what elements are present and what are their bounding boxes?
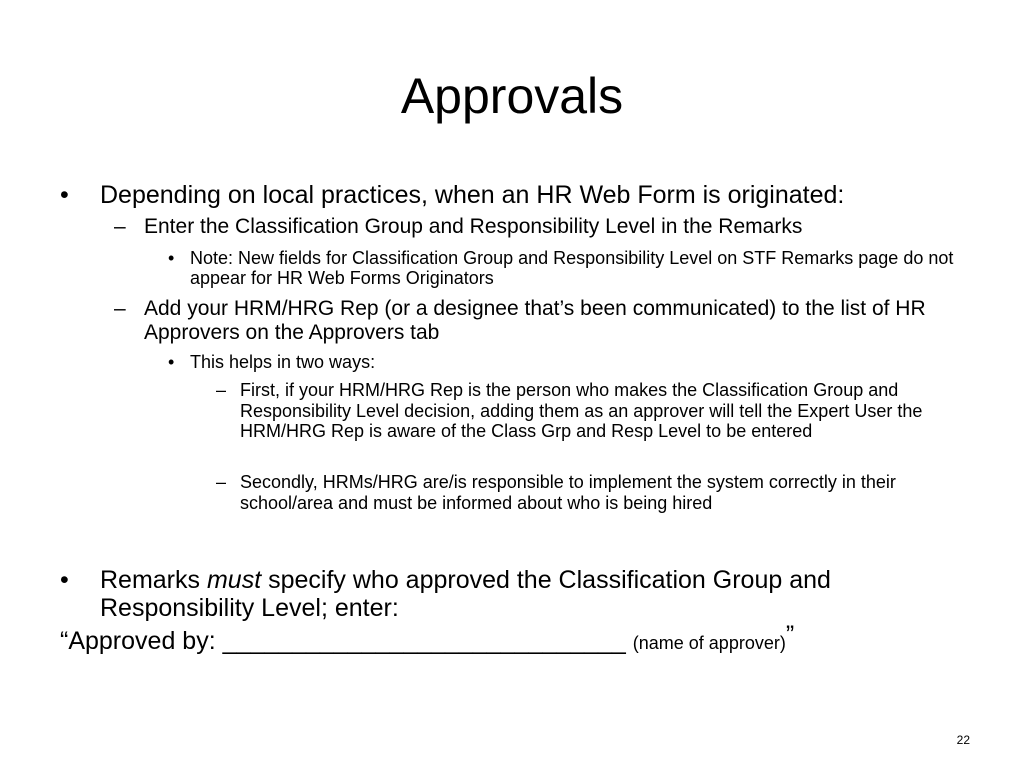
dash-marker: – <box>216 380 227 400</box>
note-bullet <box>168 248 980 288</box>
bullet-marker: • <box>168 352 175 372</box>
subbullet-add-hrm-rep <box>114 297 964 345</box>
subbullet-enter-classification <box>114 215 984 239</box>
open-quote: “ <box>60 627 69 655</box>
approved-by-line <box>60 621 795 658</box>
bullet-marker: • <box>60 181 69 209</box>
slide-title: Approvals <box>400 68 624 124</box>
dash-marker: – <box>114 297 126 320</box>
approver-hint: (name of approver) <box>632 633 786 653</box>
bullet-local-practices <box>60 181 980 209</box>
bullet-text: Depending on local practices, when an HR Web Form is originated: <box>100 181 845 209</box>
first-reason <box>216 380 965 442</box>
subbullet-text: Add your HRM/HRG Rep (or a designee that’s been communicated) to the list of HR Approvers on the Approvers tab <box>144 297 926 344</box>
approver-blank: _____________________________ <box>222 627 626 655</box>
second-reason-text: Secondly, HRMs/HRG are/is responsible to implement the system correctly in their school/area and must be informed about who is being hired <box>240 472 896 513</box>
first-reason-text: First, if your HRM/HRG Rep is the person who makes the Classification Group and Responsibility Level decision, adding them as an approver will tell the Expert User the HRM/HRG Rep is aware of the Class Grp and Resp Level to be entered <box>240 380 923 441</box>
approved-by-label: Approved by: <box>68 627 223 655</box>
page-number: 22 <box>956 733 970 747</box>
two-ways-bullet <box>168 352 980 372</box>
bullet-marker: • <box>168 248 175 268</box>
remarks-text-before: Remarks <box>100 566 207 594</box>
dash-marker: – <box>114 215 126 238</box>
remarks-emphasis: must <box>206 566 262 594</box>
note-text: Note: New fields for Classification Group and Responsibility Level on STF Remarks page do not appear for HR Web Forms Originators <box>190 248 954 288</box>
two-ways-text: This helps in two ways: <box>190 352 376 372</box>
close-quote: ” <box>785 621 795 649</box>
subbullet-text: Enter the Classification Group and Responsibility Level in the Remarks <box>144 215 803 238</box>
bullet-remarks <box>60 566 980 622</box>
second-reason <box>216 472 965 513</box>
remarks-text-after: specify who approved the Classification Group and Responsibility Level; enter: <box>100 566 831 622</box>
dash-marker: – <box>216 472 227 492</box>
bullet-marker: • <box>60 566 69 594</box>
